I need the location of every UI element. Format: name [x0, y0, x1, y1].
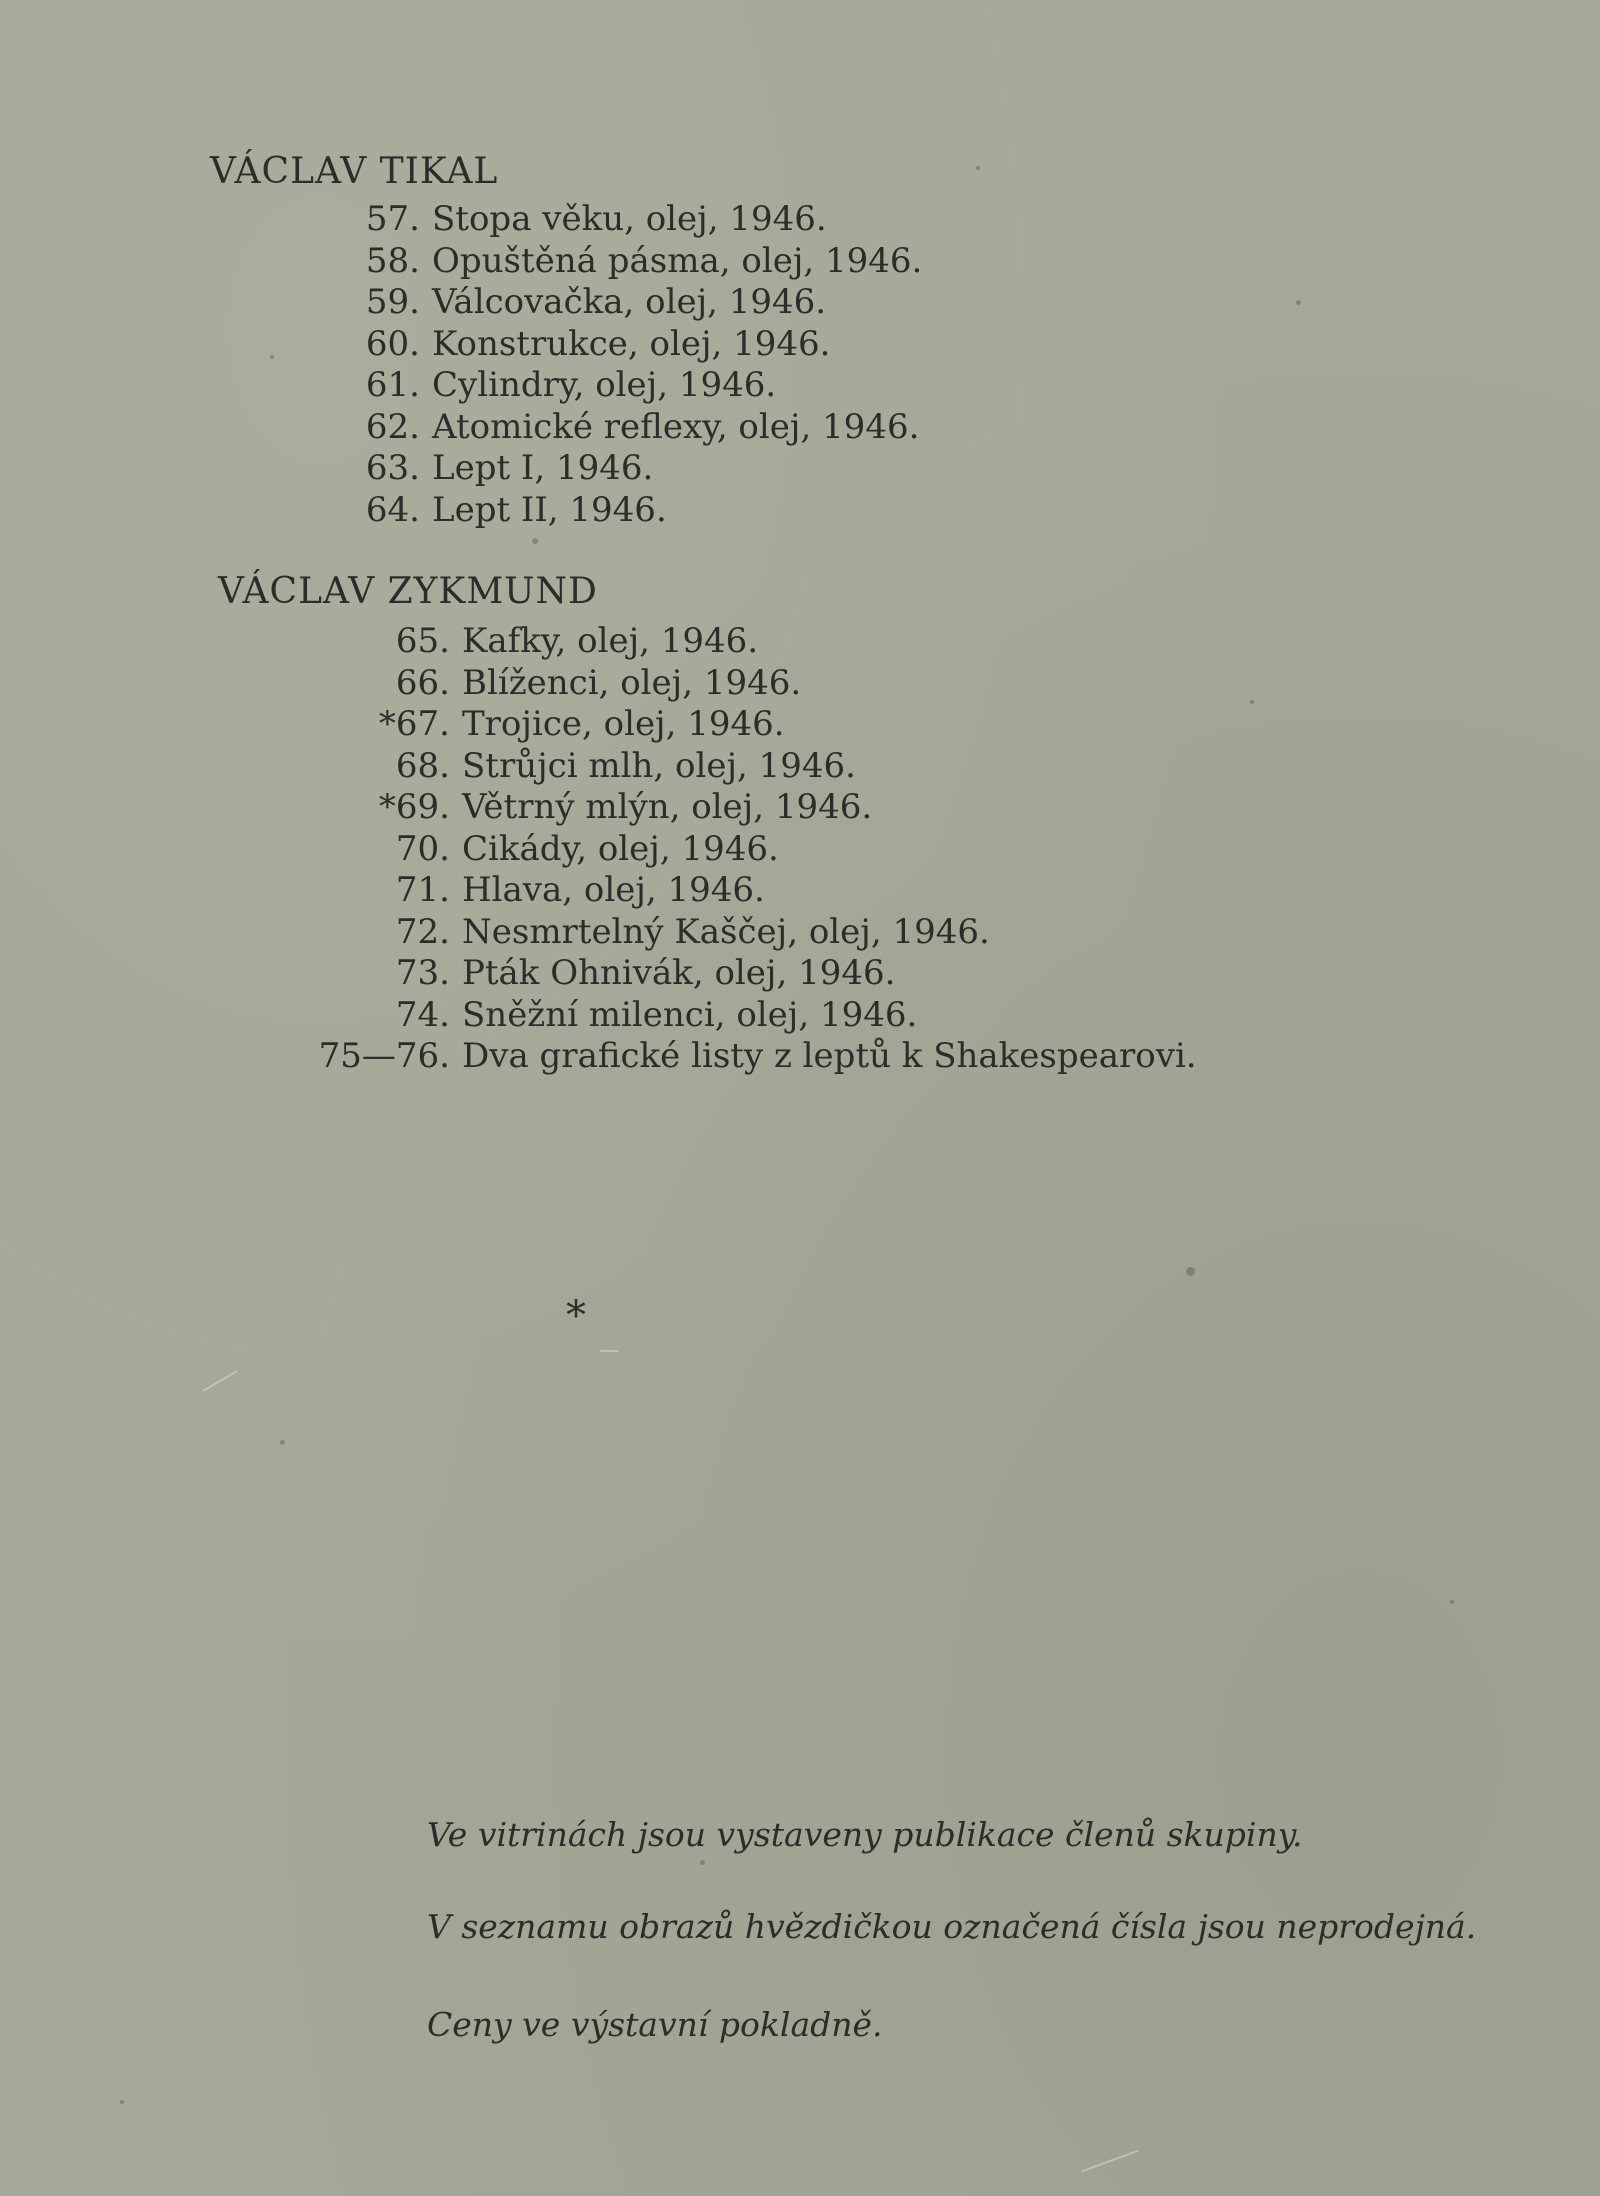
entry-title: Válcovačka, olej, 1946. — [432, 282, 827, 322]
note-prices: Ceny ve výstavní pokladně. — [427, 2005, 883, 2044]
list-item — [302, 787, 1197, 829]
list-item — [302, 621, 1197, 663]
paper-speck — [532, 538, 538, 544]
entry-number: 57. — [365, 199, 420, 239]
paper-speck — [1186, 1267, 1195, 1276]
entry-number: 66. — [395, 662, 450, 703]
list-item — [272, 365, 922, 407]
entry-title: Strůjci mlh, olej, 1946. — [462, 745, 856, 786]
entry-number: 72. — [395, 911, 450, 952]
entry-number: *67. — [378, 704, 450, 744]
paper-speck — [120, 2100, 124, 2104]
artwork-list-tikal — [272, 199, 922, 531]
list-item — [302, 1036, 1197, 1078]
note-not-for-sale: V seznamu obrazů hvězdičkou označená čísla jsou neprodejná. — [427, 1907, 1477, 1946]
entry-title: Opuštěná pásma, olej, 1946. — [432, 240, 923, 281]
list-item — [272, 282, 922, 324]
entry-title: Lept II, 1946. — [432, 489, 667, 530]
list-item — [272, 324, 922, 366]
entry-title: Pták Ohnivák, olej, 1946. — [462, 953, 896, 993]
list-item — [302, 953, 1197, 995]
entry-title: Cylindry, olej, 1946. — [432, 365, 777, 405]
entry-number: 73. — [395, 953, 450, 993]
entry-title: Kafky, olej, 1946. — [462, 621, 759, 661]
separator-asterisk: * — [566, 1293, 586, 1339]
paper-fleck — [600, 1350, 618, 1352]
list-item — [302, 746, 1197, 788]
entry-number: 70. — [395, 828, 450, 869]
entry-number: 75—76. — [318, 1036, 450, 1076]
entry-title: Cikády, olej, 1946. — [462, 828, 779, 869]
paper-speck — [1250, 700, 1254, 704]
entry-number: 58. — [365, 240, 420, 281]
list-item — [272, 199, 922, 241]
artist-heading-tikal: VÁCLAV TIKAL — [210, 151, 499, 192]
list-item — [302, 829, 1197, 871]
paper-fleck — [1081, 2150, 1138, 2172]
entry-title: Sněžní milenci, olej, 1946. — [462, 994, 918, 1035]
entry-number: 61. — [365, 365, 420, 405]
entry-title: Blíženci, olej, 1946. — [462, 662, 802, 703]
entry-title: Stopa věku, olej, 1946. — [432, 199, 827, 239]
entry-number: 63. — [365, 448, 420, 488]
paper-speck — [1450, 1600, 1454, 1604]
paper-speck — [976, 166, 980, 170]
entry-title: Lept I, 1946. — [432, 448, 654, 488]
list-item — [272, 407, 922, 449]
list-item — [302, 870, 1197, 912]
entry-title: Větrný mlýn, olej, 1946. — [462, 787, 873, 827]
paper-fleck — [202, 1370, 238, 1392]
list-item — [302, 704, 1197, 746]
note-vitrines: Ve vitrinách jsou vystaveny publikace členů skupiny. — [427, 1815, 1303, 1854]
entry-title: Konstrukce, olej, 1946. — [432, 323, 831, 364]
list-item — [302, 995, 1197, 1037]
entry-number: 59. — [365, 282, 420, 322]
paper-speck — [700, 1860, 705, 1865]
list-item — [272, 448, 922, 490]
artist-heading-zykmund: VÁCLAV ZYKMUND — [218, 571, 598, 612]
list-item — [302, 912, 1197, 954]
entry-title: Dva grafické listy z leptů k Shakespearovi. — [462, 1036, 1197, 1076]
paper-speck — [1296, 300, 1301, 305]
entry-number: 65. — [395, 621, 450, 661]
paper-speck — [280, 1440, 285, 1445]
entry-number: 74. — [395, 994, 450, 1035]
entry-number: 62. — [365, 406, 420, 447]
entry-title: Hlava, olej, 1946. — [462, 870, 765, 910]
list-item — [302, 663, 1197, 705]
entry-title: Atomické reflexy, olej, 1946. — [432, 406, 920, 447]
list-item — [272, 241, 922, 283]
list-item — [272, 490, 922, 532]
entry-number: 68. — [395, 745, 450, 786]
entry-number: *69. — [378, 787, 450, 827]
artwork-list-zykmund — [302, 621, 1197, 1078]
entry-number: 71. — [395, 870, 450, 910]
entry-number: 60. — [365, 323, 420, 364]
entry-title: Trojice, olej, 1946. — [462, 704, 785, 744]
entry-number: 64. — [365, 489, 420, 530]
entry-title: Nesmrtelný Kaščej, olej, 1946. — [462, 911, 990, 952]
